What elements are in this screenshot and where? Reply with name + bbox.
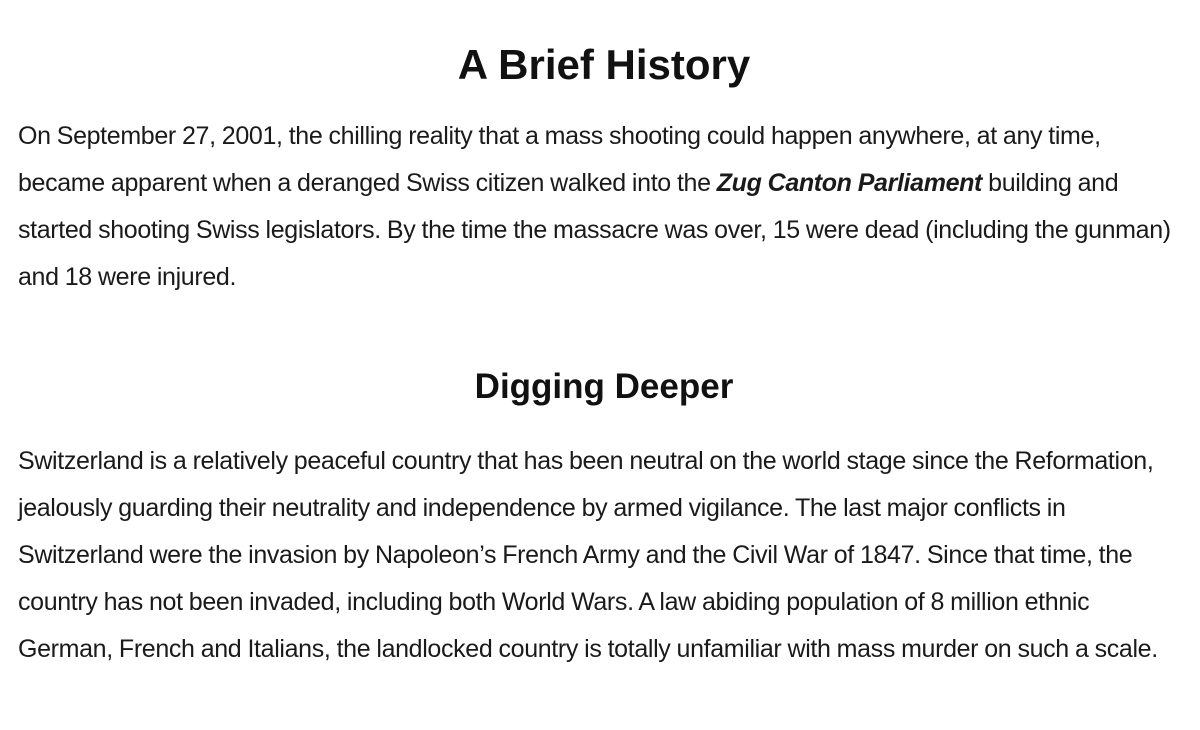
paragraph-text-after: building and started shooting Swiss legislators. By the time the massacre was over, 15 were dead (including the gunman) and 18 were injured. (18, 169, 1171, 291)
section-heading-digging-deeper: Digging Deeper (474, 367, 734, 406)
section-heading-brief-history: A Brief History (457, 41, 751, 88)
section-spacer (18, 301, 1190, 365)
paragraph-emphasis-zug-canton-parliament: Zug Canton Parliament (716, 169, 983, 197)
article (18, 0, 1190, 673)
paragraph-text-before: On September 27, 2001, the chilling reality that a mass shooting could happen anywhere, at any time, became apparent when a deranged Swiss citizen walked into the (18, 122, 1101, 197)
paragraph-brief-history (18, 113, 1190, 301)
paragraph-digging-deeper: Switzerland is a relatively peaceful country that has been neutral on the world stage since the Reformation, jealously guarding their neutrality and independence by armed vigilance. The last major conflicts in Switzerland were the invasion by Napoleon’s French Army and the Civil War of 1847. Since that time, the country has not been invaded, including both World Wars. A law abiding population of 8 million ethnic German, French and Italians, the landlocked country is totally unfamiliar with mass murder on such a scale. (18, 447, 1158, 663)
